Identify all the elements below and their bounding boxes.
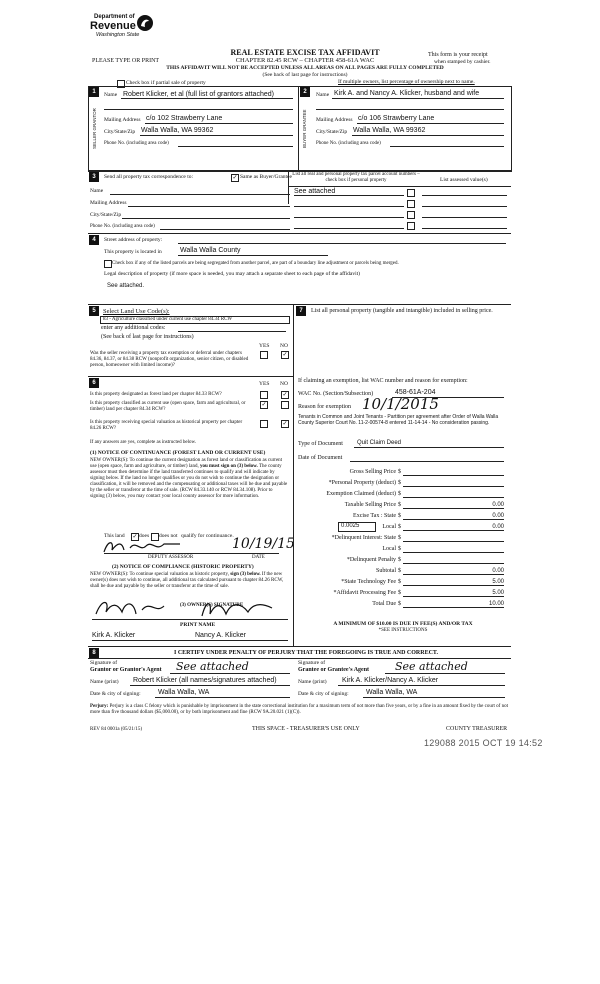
- parcel-field[interactable]: See attached: [294, 188, 336, 195]
- delinquent-interest-dollar: $: [398, 535, 401, 541]
- section-3-number: 3: [89, 172, 99, 182]
- wac-field[interactable]: 458-61A-204: [395, 389, 436, 396]
- perjury-notice: [90, 704, 508, 716]
- assessor-line: [104, 553, 279, 554]
- delinquent-interest-label: *Delinquent Interest: State: [331, 535, 396, 541]
- section5-yes: YES: [259, 343, 270, 349]
- notice2-text-a: NEW OWNER(S): To continue special valuation as historic property,: [90, 572, 229, 577]
- land-use-select[interactable]: 83 - Agriculture classified under current use chapter 84.34 RCW: [100, 316, 290, 324]
- grantee-signature-field[interactable]: See attached: [395, 660, 468, 673]
- section-4-topline: [88, 233, 511, 234]
- section-8-number: 8: [89, 648, 99, 658]
- corr-name-line: [110, 194, 290, 195]
- corr-city-line: [122, 218, 290, 219]
- notice1-text: [90, 458, 288, 500]
- legal-description-label: Legal description of property (if more space is needed, you may attach a separate sheet to each page of the affidavit): [104, 271, 360, 277]
- excise-state-dollar: $: [398, 513, 401, 519]
- segregated-label: Check box if any of the listed parcels are being segregated from another parcel, are part of a boundary line adjustment or parcels being merged.: [112, 261, 399, 266]
- buyer-mailing-line: [357, 123, 504, 124]
- grantee-name-line: [338, 685, 505, 686]
- does-not-label: does not: [159, 533, 178, 539]
- current-use-yes-checkbox[interactable]: ✓: [261, 402, 267, 408]
- buyer-grantee-label: BUYER GRANTEE: [302, 109, 307, 149]
- grantor-signature-line: [170, 673, 290, 674]
- parcel-checkbox-3[interactable]: [407, 211, 415, 219]
- section-5-7-divider: [293, 304, 294, 376]
- historic-question: Is this property receiving special valuation as historical property per chapter 84.26 RCW?: [90, 420, 243, 431]
- seller-mailing-line: [145, 123, 293, 124]
- seller-name-field[interactable]: Robert Klicker, et al (full list of grantors attached): [123, 91, 274, 98]
- notice1-title: (1) NOTICE OF CONTINUANCE (FOREST LAND OR CURRENT USE): [90, 450, 266, 456]
- local-dollar: $: [398, 524, 401, 530]
- grantor-date-city-label: Date & city of signing:: [90, 691, 141, 697]
- grantee-date-city-line: [363, 697, 505, 698]
- notice1-text-a: NEW OWNER(S): To continue the current designation as forest land or classification as current use (open space, farm and agriculture, or timber) land,: [90, 458, 283, 469]
- section-7-number: 7: [296, 306, 306, 316]
- local-label: Local: [382, 524, 396, 530]
- buyer-city-field[interactable]: Walla Walla, WA 99362: [353, 127, 426, 134]
- buyer-name-label: Name: [316, 92, 330, 98]
- reason-label: Reason for exemption: [298, 404, 351, 410]
- seller-mailing-label: Mailing Address: [104, 117, 141, 123]
- processing-fee-field[interactable]: 5.00: [403, 590, 504, 597]
- taxable-price-dollar: $: [398, 502, 401, 508]
- grantee-signature-of: Signature of: [298, 660, 326, 666]
- seller-name-label: Name: [104, 92, 118, 98]
- notice2-text-b: If the new owner(s) does not wish to continue, all additional tax calculated pursuant to chapter 84.26 RCW, shall be due and payable by the seller or transferor at the time of sale.: [90, 572, 284, 589]
- segregated-checkbox[interactable]: [104, 260, 112, 268]
- delinquent-penalty-dollar: $: [398, 557, 401, 563]
- does-checkbox[interactable]: ✓: [132, 534, 138, 540]
- logo-emblem-icon: [136, 14, 154, 32]
- gross-price-dollar: $: [398, 469, 401, 475]
- cashier-stamp: 129088 2015 OCT 19 14:52: [424, 738, 543, 748]
- parcel-line-3: [294, 217, 404, 218]
- street-address-line: [178, 243, 506, 244]
- grantor-date-city-line: [155, 697, 290, 698]
- delinquent-penalty-label: *Delinquent Penalty: [346, 557, 396, 563]
- parcel-checkbox-4[interactable]: [407, 222, 415, 230]
- exemption-claim-label: If claiming an exemption, list WAC number and reason for exemption:: [298, 378, 468, 384]
- total-due-dollar: $: [398, 601, 401, 607]
- receipt-note-1: This form is your receipt: [428, 52, 488, 58]
- notice2-title: (2) NOTICE OF COMPLIANCE (HISTORIC PROPERTY): [112, 564, 254, 570]
- parcel-checkbox-2[interactable]: [407, 200, 415, 208]
- perjury-text: Perjury is a class C felony which is punishable by imprisonment in the state correctional institution for a maximum term of not more than five years, or by a fine in an amount fixed by the court of not more than five thousand dollars ($5,000.00), or by both imprisonment and fine (RCW 9A.20.021 (1)(C)).: [90, 704, 508, 715]
- corr-mailing-line: [128, 206, 290, 207]
- logo-line3: Washington State: [96, 32, 140, 38]
- print-name-line: [92, 640, 288, 641]
- buyer-phone-line: [390, 146, 504, 147]
- seller-line-2: [104, 109, 293, 110]
- personal-property-dollar: $: [398, 480, 401, 486]
- taxable-price-field[interactable]: 0.00: [403, 502, 504, 509]
- corr-mailing-label: Mailing Address: [90, 200, 127, 206]
- same-as-buyer-checkbox[interactable]: ✓: [232, 175, 238, 181]
- subtotal-dollar: $: [398, 568, 401, 574]
- delinquent-local-label: Local: [382, 546, 396, 552]
- multiple-owners-label: If multiple owners, list percentage of ownership next to name.: [338, 79, 475, 85]
- logo-line1: Department of: [94, 14, 135, 20]
- assessed-line-1: [422, 195, 507, 196]
- seller-grantor-label: SELLER GRANTOR: [92, 108, 97, 150]
- date-document-line: [350, 461, 504, 462]
- print-name-2[interactable]: Nancy A. Klicker: [195, 632, 246, 639]
- wac-label: WAC No. (Section/Subsection): [298, 391, 374, 397]
- this-land-label: This land: [104, 533, 125, 539]
- forest-land-question: Is this property designated as forest land per chapter 84.33 RCW?: [90, 392, 222, 397]
- forest-yes-checkbox[interactable]: [260, 391, 268, 399]
- additional-codes-label: enter any additional codes:: [101, 325, 166, 331]
- local-field[interactable]: 0.00: [403, 524, 504, 531]
- please-print: PLEASE TYPE OR PRINT: [92, 58, 160, 64]
- section6-yes: YES: [259, 381, 270, 387]
- exemption-claimed-field[interactable]: [403, 491, 504, 498]
- excise-state-label: Excise Tax : State: [353, 513, 396, 519]
- form-chapter: CHAPTER 82.45 RCW – CHAPTER 458-61A WAC: [235, 57, 375, 64]
- seller-mailing-field[interactable]: c/o 102 Strawberry Lane: [146, 115, 223, 122]
- section-8-topline: [88, 646, 511, 647]
- grantee-date-city-field[interactable]: Walla Walla, WA: [366, 689, 418, 696]
- historic-yes-checkbox[interactable]: [260, 420, 268, 428]
- section-6-number: 6: [89, 378, 99, 388]
- delinquent-local-dollar: $: [398, 546, 401, 552]
- located-line: [178, 255, 328, 256]
- delinquent-penalty-field[interactable]: [403, 557, 504, 564]
- seller-city-line: [140, 135, 293, 136]
- parcel-divider: [288, 170, 289, 204]
- assessed-line-2: [422, 206, 507, 207]
- corr-phone-line: [160, 229, 290, 230]
- seller-city-field[interactable]: Walla Walla, WA 99362: [141, 127, 214, 134]
- assessor-date[interactable]: 10/19/15: [232, 536, 295, 552]
- type-document-line: [354, 447, 504, 448]
- exemption-yes-checkbox[interactable]: [260, 351, 268, 359]
- section-3-topline: [88, 170, 511, 171]
- notice2-text: [90, 572, 288, 590]
- tech-fee-label: *State Technology Fee: [341, 579, 396, 585]
- treasurer-space: THIS SPACE - TREASURER'S USE ONLY: [252, 726, 360, 732]
- delinquent-interest-field[interactable]: [403, 535, 504, 542]
- same-as-buyer-label: Same as Buyer/Grantee: [240, 174, 292, 180]
- excise-state-field[interactable]: 0.00: [403, 513, 504, 520]
- personal-property-label: List all personal property (tangible and intangible) included in selling price.: [311, 308, 493, 314]
- tech-fee-field[interactable]: 5.00: [403, 579, 504, 586]
- section-2-number: 2: [300, 87, 310, 97]
- gross-price-field[interactable]: [403, 469, 504, 476]
- qualify-label: qualify for continuance.: [181, 533, 234, 539]
- send-correspondence-label: Send all property tax correspondence to:: [104, 174, 194, 180]
- forest-no-checkbox[interactable]: ✓: [282, 392, 288, 398]
- type-document-field[interactable]: Quit Claim Deed: [357, 440, 402, 446]
- section-6-topline: [88, 376, 294, 377]
- parcel-line-2: [294, 206, 404, 207]
- date-label: DATE: [252, 555, 265, 560]
- receipt-note-2: when stamped by cashier.: [434, 59, 491, 65]
- parcel-header-line: [288, 186, 511, 187]
- rev-number: REV 84 0001a (05/21/15): [90, 727, 142, 732]
- personal-property-field[interactable]: [403, 480, 504, 487]
- local-rate-field[interactable]: 0.0025: [338, 522, 376, 532]
- grantor-name-field[interactable]: Robert Klicker (all names/signatures attached): [133, 677, 277, 684]
- parcel-line-4: [294, 228, 404, 229]
- exemption-question: Was the seller receiving a property tax exemption or deferral under chapters 84.36, 84.37, or 84.38 RCW (nonprofit organization, senior citizen, or disabled person, homeowner with limited income)?: [90, 351, 249, 368]
- grantor-name-line: [130, 685, 290, 686]
- dor-logo: [90, 12, 160, 44]
- date-document-label: Date of Document: [298, 455, 343, 461]
- section-7-midline: [293, 376, 294, 646]
- notice1-text-b: The county assessor must then determine if the land transferred continues to qualify and will indicate by signing below. If the land no longer qualifies or you do not wish to continue the designation or classification, it will be removed and the compensating or additional taxes will be due and payable by the seller or transferor at the time of sale. (RCW 84.33.140 or RCW 84.34.108). Prior to signing (3) below, you may contact your local county assessor for more information.: [90, 464, 288, 499]
- section-5-topline: [88, 304, 511, 305]
- buyer-name-line: [332, 98, 504, 99]
- reason-date[interactable]: 10/1/2015: [362, 395, 439, 413]
- total-due-label: Total Due: [372, 601, 396, 607]
- if-yes-note: If any answers are yes, complete as instructed below.: [90, 440, 197, 445]
- exemption-claimed-dollar: $: [398, 491, 401, 497]
- grantor-agent-label: Grantor or Grantor's Agent: [90, 667, 162, 673]
- header-see-back: (See back of last page for instructions): [262, 72, 348, 78]
- perjury-bold: Perjury:: [90, 704, 109, 709]
- current-use-no-checkbox[interactable]: [281, 401, 289, 409]
- personal-property-deduct-label: *Personal Property (deduct): [328, 480, 396, 486]
- reason-field[interactable]: Tenants in Common and Joint Tenants - Partition per agreement after Order of Walla Walla County Superior Court No. 11-2-00574-8 entered 11-14-14 - No consideration passing.: [298, 414, 499, 426]
- section-4-number: 4: [89, 235, 99, 245]
- corr-phone-label: Phone No. (including area code): [90, 224, 155, 229]
- current-use-question: Is this property classified as current use (open space, farm and agricultural, or timber) land per chapter 84.34 RCW?: [90, 401, 246, 412]
- subtotal-field[interactable]: 0.00: [403, 568, 504, 575]
- assessed-line-3: [422, 217, 507, 218]
- notice2-bold: sign (3) below.: [230, 572, 261, 577]
- deputy-label: DEPUTY ASSESSOR: [148, 555, 194, 560]
- grantor-date-city-field[interactable]: Walla Walla, WA: [158, 689, 210, 696]
- assessed-line-4: [422, 228, 507, 229]
- grantee-name-label: Name (print): [298, 679, 327, 685]
- street-address-label: Street address of property:: [104, 237, 163, 243]
- processing-fee-dollar: $: [398, 590, 401, 596]
- parcel-checkbox-1[interactable]: [407, 189, 415, 197]
- section-8-line: [88, 658, 511, 659]
- grantee-name-field[interactable]: Kirk A. Klicker/Nancy A. Klicker: [342, 677, 439, 684]
- type-document-label: Type of Document: [298, 441, 343, 447]
- county-treasurer: COUNTY TREASURER: [446, 726, 508, 732]
- seller-phone-line: [178, 146, 293, 147]
- corr-city-label: City/State/Zip: [90, 212, 122, 218]
- buyer-mailing-label: Mailing Address: [316, 117, 353, 123]
- buyer-name-field[interactable]: Kirk A. and Nancy A. Klicker, husband and wife: [334, 90, 480, 97]
- minimum-due-note: A MINIMUM OF $10.00 IS DUE IN FEE(S) AND/OR TAX: [333, 621, 473, 627]
- seller-city-label: City/State/Zip: [104, 129, 136, 135]
- grantee-date-city-label: Date & city of signing:: [298, 691, 349, 697]
- processing-fee-label: *Affidavit Processing Fee: [333, 590, 396, 596]
- owner-signature-line: [92, 619, 288, 620]
- section6-no: NO: [280, 381, 288, 387]
- buyer-city-label: City/State/Zip: [316, 129, 348, 135]
- parcel-header: List all real and personal property tax parcel account numbers – check box if personal property: [292, 172, 420, 183]
- exemption-claimed-label: Exemption Claimed (deduct): [326, 491, 396, 497]
- total-due-field[interactable]: 10.00: [403, 601, 504, 608]
- additional-codes-line: [178, 331, 286, 332]
- gross-price-label: Gross Selling Price: [349, 469, 396, 475]
- grantor-signature-of: Signature of: [90, 660, 118, 666]
- print-name-1[interactable]: Kirk A. Klicker: [92, 632, 136, 639]
- seller-phone-label: Phone No. (including area code): [104, 141, 169, 146]
- subtotal-label: Subtotal: [375, 568, 396, 574]
- grantor-signature-field[interactable]: See attached: [176, 660, 249, 673]
- located-label: This property is located in: [104, 249, 162, 255]
- does-label: does: [139, 533, 150, 539]
- section5-see-back: (See back of last page for instructions): [101, 334, 194, 340]
- grantee-signature-line: [385, 673, 505, 674]
- buyer-mailing-field[interactable]: c/o 106 Strawberry Lane: [358, 115, 435, 122]
- corr-name-label: Name: [90, 188, 104, 194]
- print-name-label: PRINT NAME: [180, 622, 216, 628]
- buyer-city-line: [352, 135, 504, 136]
- historic-no-checkbox[interactable]: ✓: [282, 421, 288, 427]
- delinquent-local-field[interactable]: [403, 546, 504, 553]
- section-5-number: 5: [89, 306, 99, 316]
- exemption-no-checkbox[interactable]: ✓: [282, 352, 288, 358]
- legal-description-field[interactable]: See attached.: [107, 283, 145, 289]
- buyer-phone-label: Phone No. (including area code): [316, 141, 381, 146]
- certify-statement: I CERTIFY UNDER PENALTY OF PERJURY THAT THE FOREGOING IS TRUE AND CORRECT.: [173, 650, 438, 656]
- owner-signature-label: (3) OWNER(S) SIGNATURE: [180, 603, 244, 608]
- buyer-line-2: [316, 109, 504, 110]
- form-warning: THIS AFFIDAVIT WILL NOT BE ACCEPTED UNLESS ALL AREAS ON ALL PAGES ARE FULLY COMPLETED: [166, 65, 444, 71]
- tech-fee-dollar: $: [398, 579, 401, 585]
- taxable-price-label: Taxable Selling Price: [344, 502, 396, 508]
- grantee-agent-label: Grantee or Grantee's Agent: [298, 667, 370, 673]
- section-1-number: 1: [89, 87, 99, 97]
- notice1-bold: you must sign on (3) below.: [199, 464, 258, 469]
- section-divider: [298, 86, 299, 170]
- parcel-line-1: [294, 195, 404, 196]
- partial-sale-label: Check box if partial sale of property: [126, 80, 206, 86]
- see-instructions-note: *SEE INSTRUCTIONS: [378, 628, 428, 633]
- form-title: REAL ESTATE EXCISE TAX AFFIDAVIT: [230, 48, 380, 57]
- land-use-label: Select Land Use Code(s):: [103, 308, 170, 315]
- assessed-header: List assessed value(s): [440, 177, 488, 183]
- logo-line2: Revenue: [90, 20, 136, 32]
- grantor-name-label: Name (print): [90, 679, 119, 685]
- section5-no: NO: [280, 343, 288, 349]
- located-field[interactable]: Walla Walla County: [180, 247, 241, 254]
